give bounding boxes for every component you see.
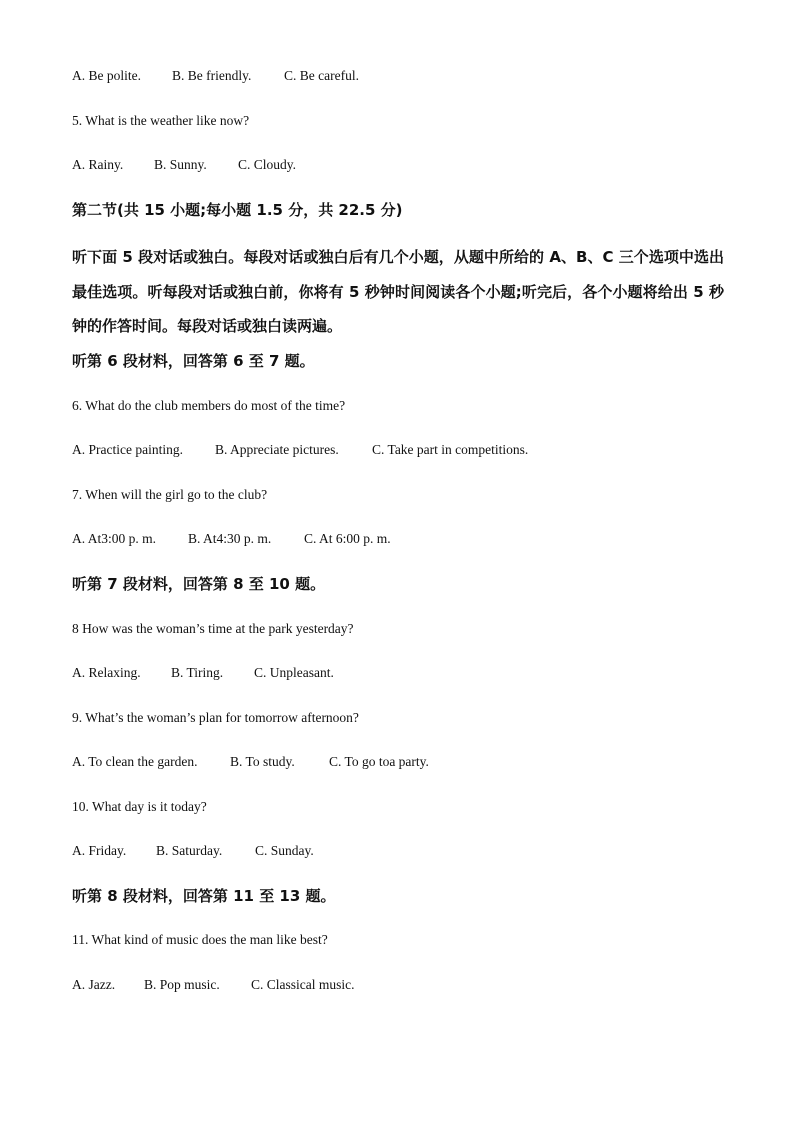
section2-title: 第二节(共 15 小题;每小题 1.5 分，共 22.5 分) [72, 201, 403, 219]
q8-option-c: C. Unpleasant. [254, 665, 334, 680]
q4-options [72, 67, 359, 85]
q6-option-a: A. Practice painting. [72, 442, 183, 457]
q10-options [72, 842, 314, 860]
q10-option-b: B. Saturday. [156, 843, 223, 858]
q11-option-c: C. Classical music. [251, 977, 355, 992]
q10-question: 10. What day is it today? [72, 799, 207, 814]
q6-options [72, 441, 528, 459]
q8-question: 8 How was the woman’s time at the park yesterday? [72, 621, 354, 636]
part7-heading: 听第 7 段材料，回答第 8 至 10 题。 [72, 575, 326, 593]
q6-option-c: C. Take part in competitions. [372, 442, 529, 457]
q9-option-c: C. To go toa party. [329, 754, 429, 769]
q7-option-b: B. At4:30 p. m. [188, 531, 272, 546]
q4-option-c: C. Be careful. [284, 68, 359, 83]
q6-question: 6. What do the club members do most of the time? [72, 398, 346, 413]
section2-instructions: 听下面 5 段对话或独白。每段对话或独白后有几个小题，从题中所给的 A、B、C 三个选项中选出最佳选项。听每段对话或独白前，你将有 5 秒钟时间阅读各个小题;听完后，各个小题将给出 5 秒钟的作答时间。每段对话或独白读两遍。 [72, 248, 724, 335]
q11-question: 11. What kind of music does the man like best? [72, 932, 328, 947]
q5-option-a: A. Rainy. [72, 157, 124, 172]
q4-option-b: B. Be friendly. [172, 68, 252, 83]
q10-option-a: A. Friday. [72, 843, 127, 858]
q7-options [72, 530, 391, 548]
q9-question: 9. What’s the woman’s plan for tomorrow afternoon? [72, 710, 359, 725]
part8-heading: 听第 8 段材料，回答第 11 至 13 题。 [72, 887, 336, 905]
q7-option-a: A. At3:00 p. m. [72, 531, 157, 546]
q9-option-b: B. To study. [230, 754, 295, 769]
q11-options [72, 976, 355, 994]
q5-question: 5. What is the weather like now? [72, 113, 250, 128]
q7-option-c: C. At 6:00 p. m. [304, 531, 391, 546]
q6-option-b: B. Appreciate pictures. [215, 442, 339, 457]
part6-heading: 听第 6 段材料，回答第 6 至 7 题。 [72, 352, 315, 370]
q5-option-b: B. Sunny. [154, 157, 207, 172]
q9-options [72, 753, 429, 771]
q4-option-a: A. Be polite. [72, 68, 141, 83]
q11-option-a: A. Jazz. [72, 977, 116, 992]
q5-options [72, 156, 296, 174]
q9-option-a: A. To clean the garden. [72, 754, 198, 769]
q8-option-b: B. Tiring. [171, 665, 224, 680]
q7-question: 7. When will the girl go to the club? [72, 487, 268, 502]
q11-option-b: B. Pop music. [144, 977, 220, 992]
q8-option-a: A. Relaxing. [72, 665, 141, 680]
q5-option-c: C. Cloudy. [238, 157, 297, 172]
q8-options [72, 664, 334, 682]
q10-option-c: C. Sunday. [255, 843, 314, 858]
